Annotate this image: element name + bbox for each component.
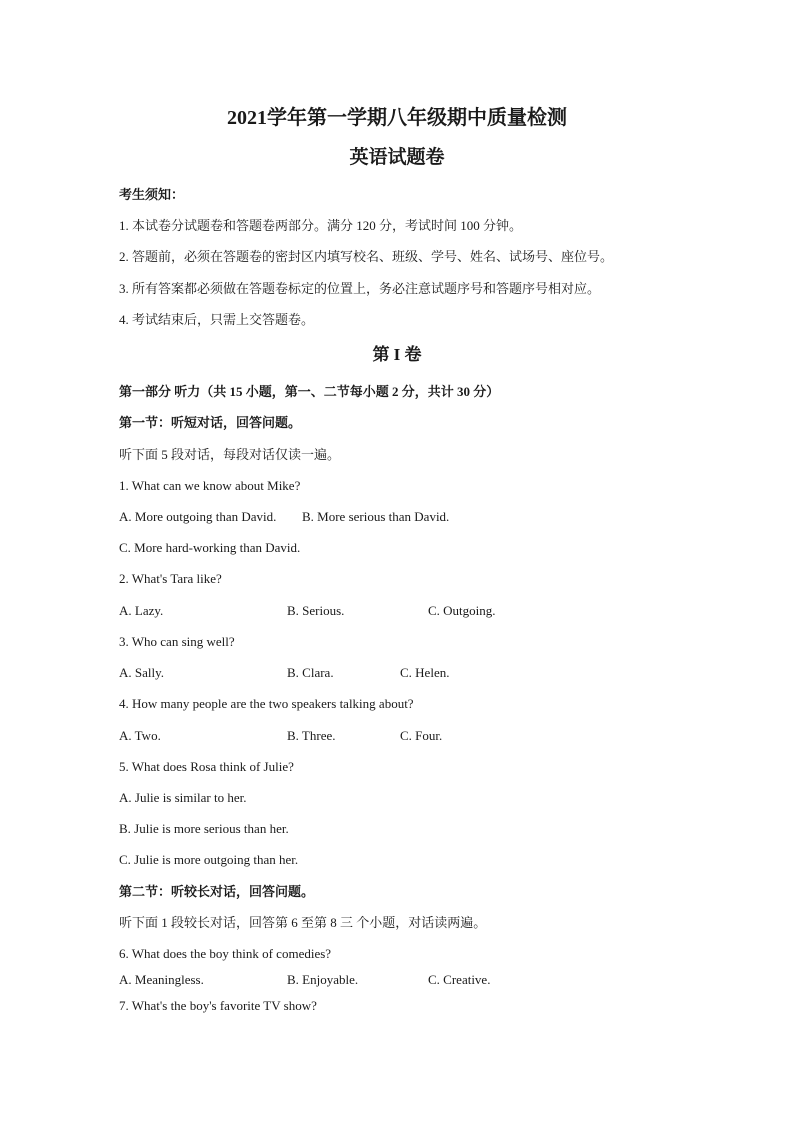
q6-option-c: C. Creative.	[428, 972, 491, 987]
exam-title: 2021学年第一学期八年级期中质量检测	[227, 107, 567, 129]
notice-item-2: 2. 答题前，必须在答题卷的密封区内填写校名、班级、学号、姓名、试场号、座位号。	[119, 249, 614, 264]
q4-option-a: A. Two.	[119, 728, 161, 743]
part1-heading: 第一部分 听力（共 15 小题，第一、二节每小题 2 分，共计 30 分）	[119, 384, 500, 399]
notice-item-4: 4. 考试结束后，只需上交答题卷。	[119, 312, 315, 327]
volume-heading: 第 I 卷	[372, 345, 422, 364]
notice-heading: 考生须知：	[119, 187, 185, 202]
q4-option-b: B. Three.	[287, 728, 336, 743]
q1-option-b: B. More serious than David.	[302, 509, 450, 524]
question-2: 2. What's Tara like?	[119, 571, 222, 586]
question-7: 7. What's the boy's favorite TV show?	[119, 998, 317, 1013]
question-5: 5. What does Rosa think of Julie?	[119, 759, 294, 774]
q2-option-c: C. Outgoing.	[428, 603, 496, 618]
q5-option-b: B. Julie is more serious than her.	[119, 821, 289, 836]
notice-item-3: 3. 所有答案都必须做在答题卷标定的位置上，务必注意试题序号和答题序号相对应。	[119, 281, 601, 296]
section2-instruction: 听下面 1 段较长对话，回答第 6 至第 8 三 个小题，对话读两遍。	[119, 915, 487, 930]
q4-option-c: C. Four.	[400, 728, 443, 743]
section1-heading: 第一节：听短对话，回答问题。	[119, 415, 302, 430]
q2-option-b: B. Serious.	[287, 603, 345, 618]
q1-option-c: C. More hard-working than David.	[119, 540, 301, 555]
q3-option-a: A. Sally.	[119, 665, 165, 680]
section1-instruction: 听下面 5 段对话，每段对话仅读一遍。	[119, 447, 341, 462]
section2-heading: 第二节：听较长对话，回答问题。	[119, 884, 315, 899]
q2-option-a: A. Lazy.	[119, 603, 164, 618]
question-3: 3. Who can sing well?	[119, 634, 235, 649]
q5-option-c: C. Julie is more outgoing than her.	[119, 852, 299, 867]
q5-option-a: A. Julie is similar to her.	[119, 790, 247, 805]
question-1: 1. What can we know about Mike?	[119, 478, 301, 493]
q3-option-b: B. Clara.	[287, 665, 334, 680]
q3-option-c: C. Helen.	[400, 665, 450, 680]
question-4: 4. How many people are the two speakers talking about?	[119, 696, 414, 711]
notice-item-1: 1. 本试卷分试题卷和答题卷两部分。满分 120 分，考试时间 100 分钟。	[119, 218, 523, 233]
q1-option-a: A. More outgoing than David.	[119, 509, 277, 524]
exam-subtitle: 英语试题卷	[349, 147, 445, 168]
question-6: 6. What does the boy think of comedies?	[119, 946, 332, 961]
q6-option-a: A. Meaningless.	[119, 972, 204, 987]
q6-option-b: B. Enjoyable.	[287, 972, 359, 987]
